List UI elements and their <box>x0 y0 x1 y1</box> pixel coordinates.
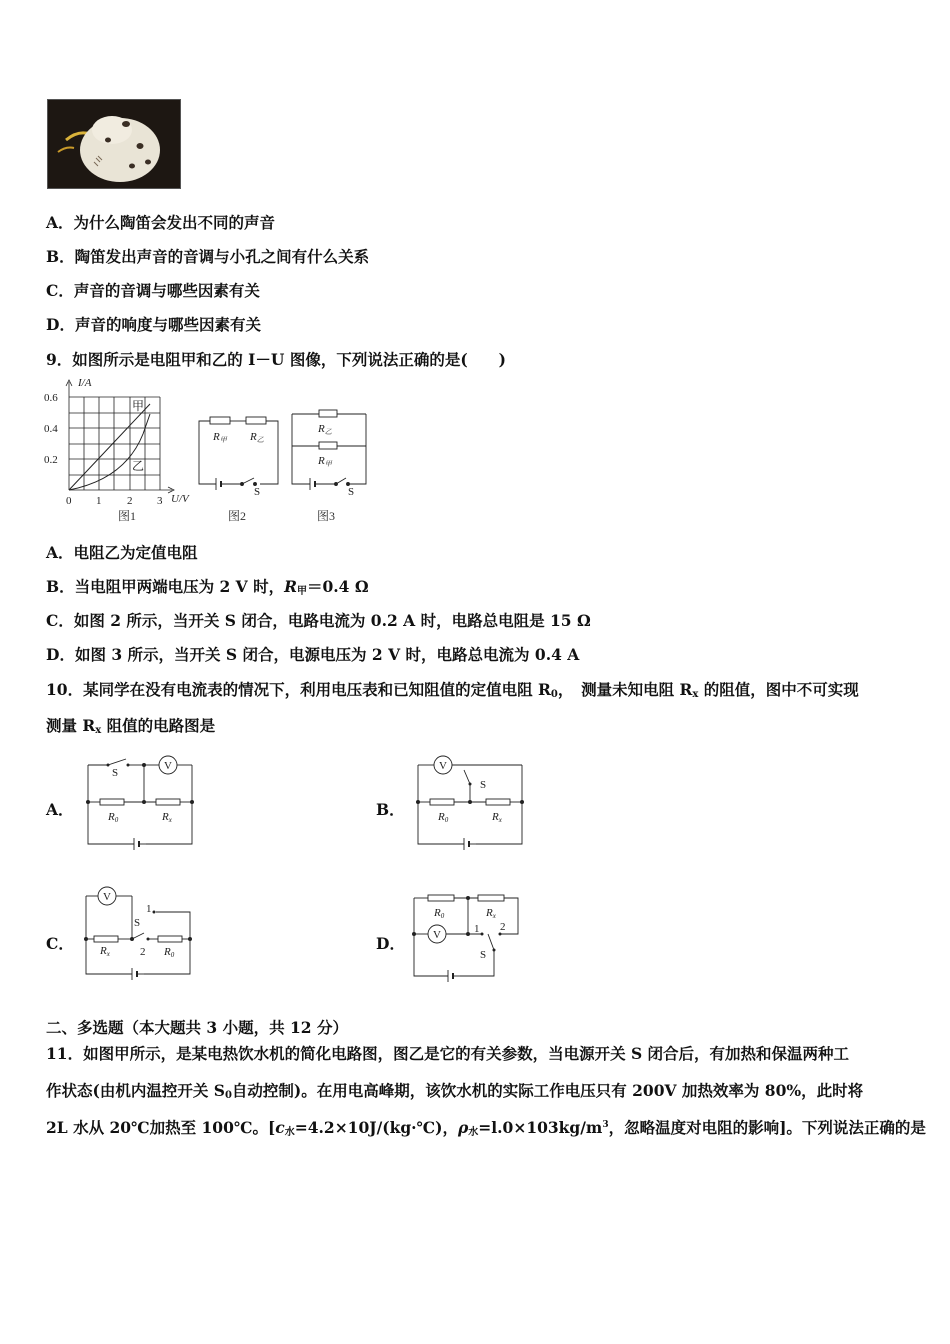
q9-option-a: A．电阻乙为定值电阻 <box>46 543 198 562</box>
circuit-d-switch-label: S <box>480 949 487 961</box>
fig1-label-jia: 甲 <box>132 399 145 413</box>
q10-stem-line1: 10．某同学在没有电流表的情况下，利用电压表和已知阻值的定值电阻 $R_0$， 测量未知电阻 $R_x$ 的阻值，图中不可实现 <box>46 680 859 700</box>
fig1-xtick-1: 1 <box>96 495 102 507</box>
q11-line1: 11．如图甲所示，是某电热饮水机的简化电路图，图乙是它的有关参数，当电源开关 S 闭合后，有加热和保温两种工 <box>46 1044 850 1063</box>
fig3-r1-label: R乙 <box>318 423 332 436</box>
q10-circuit-b <box>410 752 530 852</box>
q10-label-c: C． <box>46 934 74 953</box>
fig1-caption: 图1 <box>118 509 137 523</box>
curve-yi <box>69 414 150 490</box>
fig1-xtick-3: 3 <box>157 495 163 507</box>
circuit-a-voltmeter-label: V <box>164 760 172 772</box>
circuit-c-voltmeter-label: V <box>103 891 111 903</box>
circuit-d-terminal-1: 1 <box>474 923 480 935</box>
q10-circuit-a <box>80 752 200 852</box>
fig2-r2-label: R乙 <box>250 431 264 444</box>
fig1-label-yi: 乙 <box>132 459 145 473</box>
circuit-c-terminal-2: 2 <box>140 946 146 958</box>
fig1-ylabel: I/A <box>78 377 92 389</box>
line-jia <box>69 404 150 490</box>
circuit-d-rx-label: Rx <box>486 907 496 920</box>
circuit-a-r0-label: R0 <box>108 811 119 824</box>
q11-line3: 2L 水从 20℃加热至 100℃。[$c_水=4.2\times 10J/(kg\cdot℃)$，$\rho_水=l.0\times 103kg/m^3$，忽略温度对电阻的影响]。下列说法正确的是 <box>46 1118 926 1138</box>
section-2-heading: 二、多选题（本大题共 3 小题，共 12 分） <box>46 1018 348 1037</box>
circuit-c-r0-label: R0 <box>164 946 175 959</box>
q9-stem: 9．如图所示是电阻甲和乙的 I－U 图像，下列说法正确的是( ) <box>46 350 507 369</box>
q9-fig2-circuit <box>199 417 278 490</box>
fig1-xlabel: U/V <box>171 493 189 505</box>
q9-fig1-graph <box>66 380 174 493</box>
circuit-c-rx-label: Rx <box>100 945 110 958</box>
ocarina-illustration <box>48 100 180 188</box>
q10-label-a: A． <box>46 800 74 819</box>
q10-label-b: B． <box>376 800 405 819</box>
q10-stem-line2: 测量 $R_x$ 阻值的电路图是 <box>46 716 216 736</box>
circuit-b-switch-label: S <box>480 779 487 791</box>
circuit-d-voltmeter-label: V <box>433 929 441 941</box>
q8-option-a: A．为什么陶笛会发出不同的声音 <box>46 213 276 232</box>
q10-label-d: D． <box>376 934 405 953</box>
fig2-switch-label: S <box>254 486 261 498</box>
circuit-c-terminal-1: 1 <box>146 903 152 915</box>
q9-option-c: C．如图 2 所示，当开关 S 闭合，电路电流为 0.2 A 时，电路总电阻是 15 Ω <box>46 611 591 630</box>
q9-option-d: D．如图 3 所示，当开关 S 闭合，电源电压为 2 V 时，电路总电流为 0.4 A <box>46 645 580 664</box>
fig3-switch-label: S <box>348 486 355 498</box>
circuit-c-switch-label: S <box>134 917 141 929</box>
ocarina-photo <box>47 99 181 189</box>
fig1-xtick-0: 0 <box>66 495 72 507</box>
fig1-xtick-2: 2 <box>127 495 133 507</box>
q9-figures <box>40 374 380 530</box>
fig2-caption: 图2 <box>228 509 247 523</box>
circuit-a-rx-label: Rx <box>162 811 172 824</box>
q9-option-b: B．当电阻甲两端电压为 2 V 时，$R_甲=0.4$ Ω <box>46 577 369 597</box>
circuit-d-r0-label: R0 <box>434 907 445 920</box>
q8-option-b: B．陶笛发出声音的音调与小孔之间有什么关系 <box>46 247 370 266</box>
q9-fig3-circuit <box>292 410 366 490</box>
circuit-a-switch-label: S <box>112 767 119 779</box>
q10-circuit-c <box>78 882 202 982</box>
fig3-caption: 图3 <box>317 509 336 523</box>
fig2-r1-label: R甲 <box>213 431 227 444</box>
fig1-ytick-04: 0.4 <box>44 423 58 435</box>
circuit-b-rx-label: Rx <box>492 811 502 824</box>
circuit-b-r0-label: R0 <box>438 811 449 824</box>
q8-option-d: D．声音的响度与哪些因素有关 <box>46 315 261 334</box>
fig1-ytick-02: 0.2 <box>44 454 58 466</box>
q8-option-c: C．声音的音调与哪些因素有关 <box>46 281 260 300</box>
circuit-b-voltmeter-label: V <box>439 760 447 772</box>
circuit-d-terminal-2: 2 <box>500 921 506 933</box>
q11-line2: 作状态(由机内温控开关 $S_0$自动控制)。在用电高峰期，该饮水机的实际工作电压只有 200V 加热效率为 80%，此时将 <box>46 1081 864 1101</box>
q10-circuit-d <box>408 886 528 990</box>
fig3-r2-label: R甲 <box>318 455 332 468</box>
fig1-ytick-06: 0.6 <box>44 392 58 404</box>
